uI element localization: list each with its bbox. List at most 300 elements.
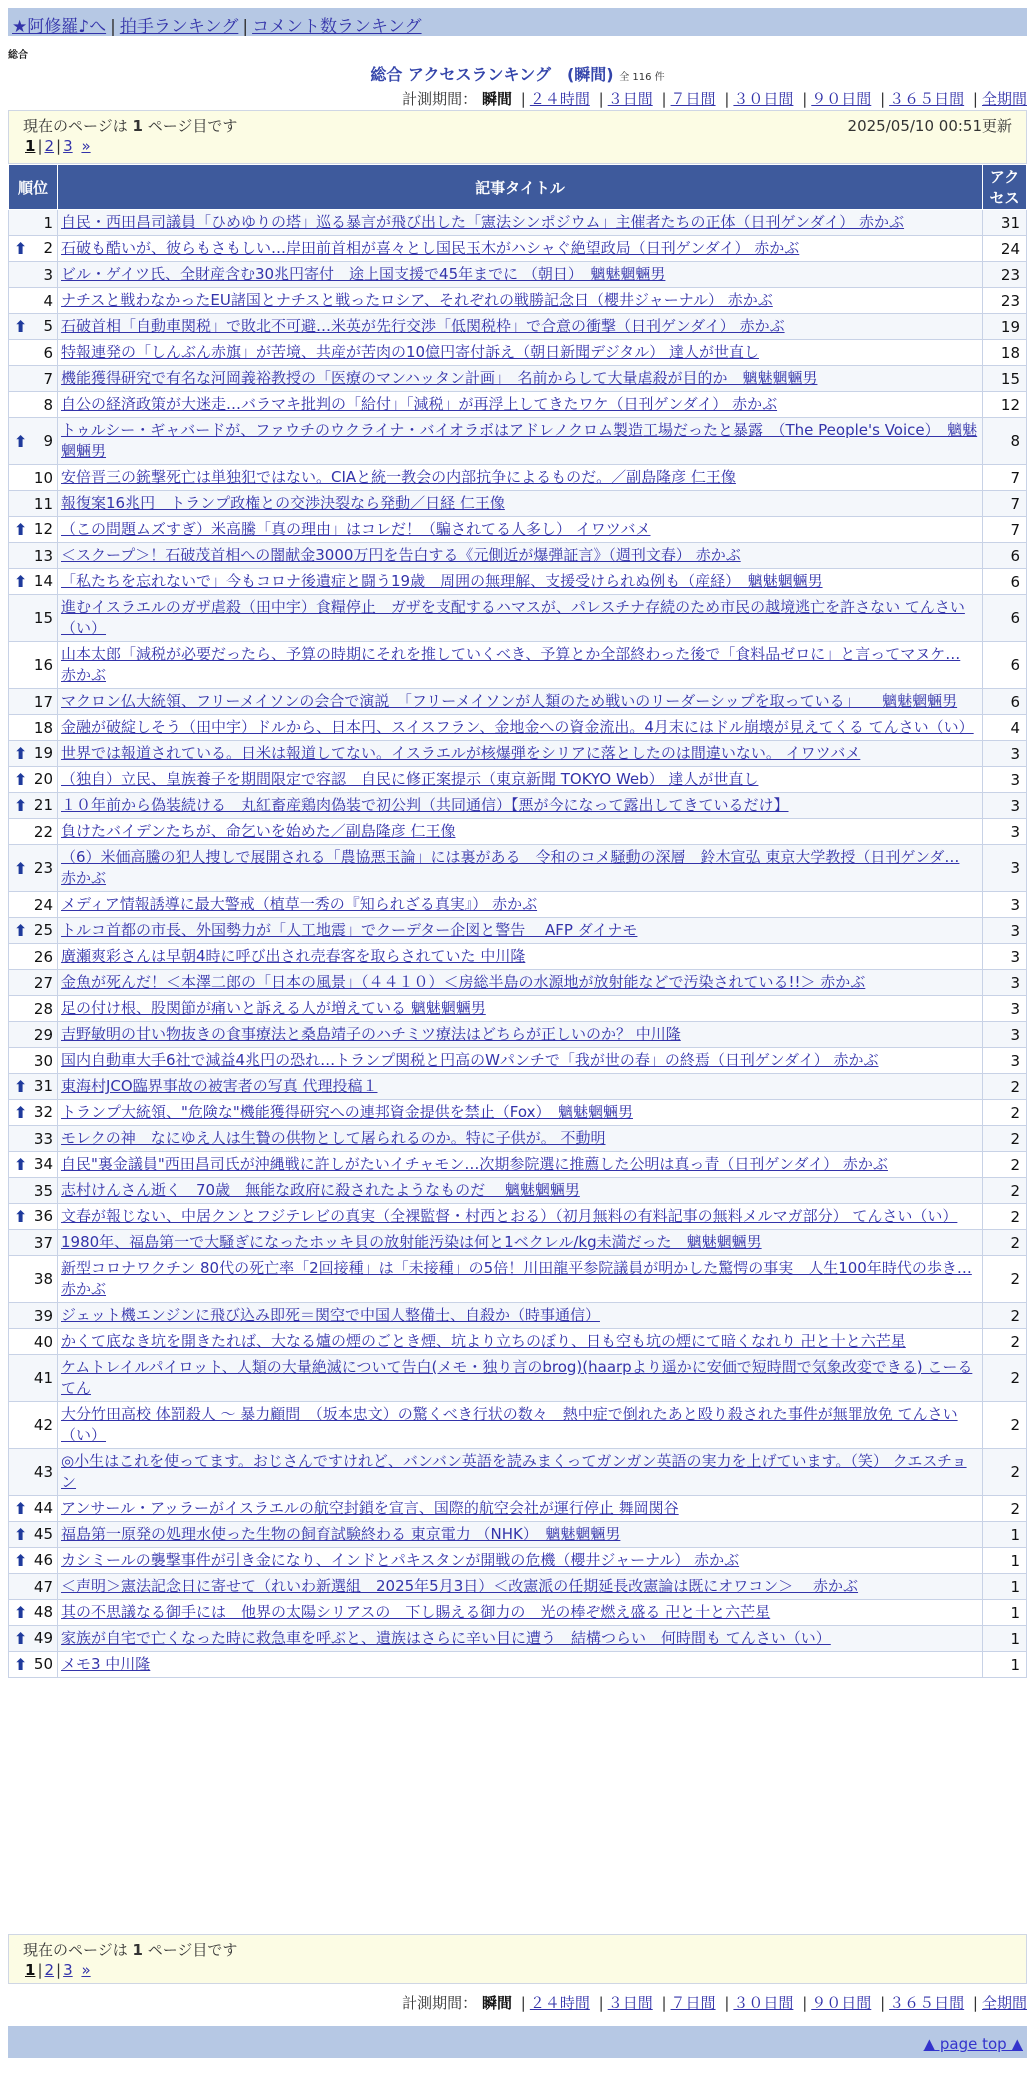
access-count: 6 (983, 689, 1027, 715)
access-count: 2 (983, 1204, 1027, 1230)
title-cell (58, 210, 983, 236)
access-count: 7 (983, 465, 1027, 491)
header-access: アクセス (983, 165, 1027, 210)
rank-number: 45 (33, 1525, 53, 1543)
rank-number: 32 (33, 1103, 53, 1121)
page-suffix: ページ目です (147, 117, 238, 135)
rank-number: 10 (33, 468, 53, 487)
access-count: 1 (983, 1652, 1027, 1678)
title-cell (58, 1652, 983, 1678)
article-title-link[interactable]: 世界では報道されている。日米は報道してない。イスラエルが核爆弾をシリアに落としたのは間違いない。 イワツバメ (61, 744, 861, 762)
rank-up-arrow-icon: ⬆ (14, 239, 28, 258)
title-cell (58, 741, 983, 767)
rank-cell (9, 262, 58, 288)
article-title-link[interactable]: カシミールの襲撃事件が引き金になり、インドとパキスタンが開戦の危機（櫻井ジャーナル） 赤かぶ (61, 1551, 740, 1569)
rank-cell (9, 569, 58, 595)
table-row (9, 715, 1027, 741)
table-row (9, 210, 1027, 236)
period-link-365d[interactable]: ３６５日間 (889, 90, 965, 108)
table-row (9, 1355, 1027, 1402)
access-count: 6 (983, 569, 1027, 595)
rank-cell (9, 741, 58, 767)
period-separator: | (598, 90, 604, 108)
access-count: 2 (983, 1355, 1027, 1402)
table-row (9, 236, 1027, 262)
table-row (9, 689, 1027, 715)
access-count: 23 (983, 288, 1027, 314)
period-link-7d[interactable]: ７日間 (670, 90, 716, 108)
title-cell (58, 1126, 983, 1152)
rank-cell (9, 970, 58, 996)
rank-cell (9, 1074, 58, 1100)
article-title-link[interactable]: 機能獲得研究で有名な河岡義裕教授の「医療のマンハッタン計画」 名前からして大量虐殺が目的か 魑魅魍魎男 (61, 369, 818, 387)
title-cell (58, 1100, 983, 1126)
rank-number: 2 (43, 239, 53, 257)
rank-cell (9, 845, 58, 892)
page-link-3[interactable]: 3 (63, 1961, 73, 1979)
article-title-link[interactable]: ビル・ゲイツ氏、全財産含む30兆円寄付 途上国支援で45年までに （朝日） 魑魅魍魎男 (61, 265, 666, 283)
rank-cell (9, 543, 58, 569)
access-count: 2 (983, 1496, 1027, 1522)
rank-cell (9, 236, 58, 262)
rank-number: 48 (33, 1603, 53, 1621)
rank-cell (9, 918, 58, 944)
access-count: 3 (983, 819, 1027, 845)
table-header-row (9, 165, 1027, 210)
period-current: 瞬間 (481, 1994, 512, 2012)
rank-cell (9, 1574, 58, 1600)
rank-number: 39 (33, 1306, 53, 1325)
rank-cell (9, 642, 58, 689)
access-count: 2 (983, 1329, 1027, 1355)
page-title (0, 62, 1035, 85)
rank-cell (9, 1449, 58, 1496)
period-separator: | (724, 90, 730, 108)
article-title-link[interactable]: ナチスと戦わなかったEU諸国とナチスと戦ったロシア、それぞれの戦勝記念日（櫻井ジャーナル） 赤かぶ (61, 291, 773, 309)
page-prefix: 現在のページは (23, 117, 128, 135)
table-row (9, 1126, 1027, 1152)
rank-cell (9, 1204, 58, 1230)
title-cell (58, 715, 983, 741)
rank-number: 50 (33, 1655, 53, 1673)
clap-ranking-link[interactable]: 拍手ランキング (119, 17, 239, 37)
title-cell (58, 1402, 983, 1449)
period-separator: | (661, 1994, 667, 2012)
rank-number: 24 (33, 895, 53, 914)
article-title-link[interactable]: 吉野敏明の甘い物抜きの食事療法と桑島靖子のハチミツ療法はどちらが正しいのか？ 中川隆 (61, 1025, 681, 1043)
rank-cell (9, 1548, 58, 1574)
page-current-number: 1 (132, 1941, 143, 1959)
table-row (9, 491, 1027, 517)
article-title-link[interactable]: 自民・西田昌司議員「ひめゆりの塔」巡る暴言が飛び出した「憲法シンポジウム」主催者たちの正体（日刊ゲンダイ） 赤かぶ (61, 213, 905, 231)
article-title-link[interactable]: （この問題ムズすぎ）米高騰「真の理由」はコレだ！（騙されてる人多し） イワツバメ (61, 520, 651, 538)
title-cell (58, 1329, 983, 1355)
title-cell (58, 1522, 983, 1548)
rank-number: 12 (33, 520, 53, 538)
rank-number: 44 (33, 1499, 53, 1517)
updated-timestamp: 2025/05/10 00:51更新 (847, 117, 1012, 135)
article-title-link[interactable]: 家族が自宅で亡くなった時に救急車を呼ぶと、遺族はさらに辛い目に遭う 結構つらい 何時間も てんさい（い） (61, 1629, 831, 1647)
title-cell (58, 1355, 983, 1402)
table-row (9, 1402, 1027, 1449)
period-link-30d[interactable]: ３０日間 (733, 1994, 794, 2012)
access-count: 2 (983, 1126, 1027, 1152)
title-cell (58, 262, 983, 288)
article-title-link[interactable]: 新型コロナワクチン 80代の死亡率「2回接種」は「未接種」の5倍！川田龍平参院議員が明かした驚愕の事実 人生100年時代の歩き… 赤かぶ (61, 1259, 972, 1298)
period-link-90d[interactable]: ９０日間 (811, 1994, 872, 2012)
next-page-link[interactable]: » (81, 137, 91, 155)
article-title-link[interactable]: メモ3 中川隆 (61, 1655, 151, 1673)
article-title-link[interactable]: 石破首相「自動車関税」で敗北不可避…米英が先行交渉「低関税枠」で合意の衝撃（日刊ゲンダイ） 赤かぶ (61, 317, 785, 335)
rank-number: 34 (33, 1155, 53, 1173)
rank-cell (9, 1230, 58, 1256)
period-link-7d[interactable]: ７日間 (670, 1994, 716, 2012)
rank-cell (9, 1303, 58, 1329)
rank-number: 14 (33, 572, 53, 590)
home-link[interactable]: ★阿修羅♪へ (12, 17, 107, 37)
article-title-link[interactable]: ジェット機エンジンに飛び込み即死＝関空で中国人整備士、自殺か（時事通信） (61, 1306, 600, 1324)
rank-number: 47 (33, 1577, 53, 1596)
article-title-link[interactable]: １０年前から偽装続ける 丸紅畜産鶏肉偽装で初公判（共同通信）【悪が今になって露出してきているだけ】 (61, 796, 789, 814)
rank-number: 6 (43, 343, 53, 362)
article-title-link[interactable]: 1980年、福島第一で大騒ぎになったホッキ貝の放射能汚染は何と1ベクレル/kg未満だった 魑魅魍魎男 (61, 1233, 762, 1251)
period-link-90d[interactable]: ９０日間 (811, 90, 872, 108)
table-row (9, 845, 1027, 892)
page-link-1[interactable]: 1 (25, 1961, 36, 1979)
title-cell (58, 1626, 983, 1652)
rank-cell (9, 689, 58, 715)
page-link-2[interactable]: 2 (44, 137, 55, 155)
pagination-bottom (23, 1961, 1012, 1979)
access-count: 3 (983, 767, 1027, 793)
rank-cell (9, 340, 58, 366)
access-count: 2 (983, 1256, 1027, 1303)
article-title-link[interactable]: 金融が破綻しそう（田中宇）ドルから、日本円、スイスフラン、金地金への資金流出。4月末にはドル崩壊が見えてくる てんさい（い） (61, 718, 974, 736)
rank-number: 31 (33, 1077, 53, 1095)
table-row (9, 1230, 1027, 1256)
access-count: 3 (983, 892, 1027, 918)
table-row (9, 1652, 1027, 1678)
title-cell (58, 288, 983, 314)
section-label: 総合 (8, 50, 28, 61)
rank-number: 11 (33, 494, 53, 513)
access-count: 24 (983, 236, 1027, 262)
table-row (9, 1449, 1027, 1496)
rank-number: 17 (33, 692, 53, 711)
rank-cell (9, 1126, 58, 1152)
article-title-link[interactable]: （独自）立民、皇族養子を期間限定で容認 自民に修正案提示（東京新聞 TOKYO Web） 達人が世直し (61, 770, 759, 788)
rank-number: 7 (43, 369, 53, 388)
period-selector-bottom (402, 1992, 1027, 2013)
rank-number: 13 (33, 546, 53, 565)
table-row (9, 366, 1027, 392)
title-cell (58, 465, 983, 491)
rank-cell (9, 1048, 58, 1074)
table-row (9, 793, 1027, 819)
table-row (9, 1626, 1027, 1652)
rank-cell (9, 210, 58, 236)
page-link-3[interactable]: 3 (63, 137, 73, 155)
period-current: 瞬間 (481, 90, 512, 108)
page-top-link[interactable]: ▲ page top ▲ (923, 2035, 1023, 2053)
table-row (9, 1256, 1027, 1303)
table-row (9, 767, 1027, 793)
title-cell (58, 366, 983, 392)
rank-cell (9, 1152, 58, 1178)
top-nav-bar (8, 8, 1027, 36)
title-cell (58, 1256, 983, 1303)
access-count: 2 (983, 1449, 1027, 1496)
rank-number: 30 (33, 1051, 53, 1070)
current-page-text (23, 1939, 237, 1961)
table-row (9, 418, 1027, 465)
period-link-all[interactable]: 全期間 (981, 1994, 1027, 2012)
bottom-bar (8, 2026, 1027, 2058)
title-cell (58, 1230, 983, 1256)
article-title-link[interactable]: 自民"裏金議員"西田昌司氏が沖縄戦に許しがたいイチャモン…次期参院選に推薦した公明は真っ青（日刊ゲンダイ） 赤かぶ (61, 1155, 888, 1173)
rank-cell (9, 767, 58, 793)
rank-up-arrow-icon: ⬆ (14, 1629, 28, 1648)
table-row (9, 392, 1027, 418)
access-count: 31 (983, 210, 1027, 236)
rank-up-arrow-icon: ⬆ (14, 858, 28, 878)
title-cell (58, 1204, 983, 1230)
period-separator: | (661, 90, 667, 108)
access-count: 6 (983, 642, 1027, 689)
rank-cell (9, 366, 58, 392)
article-title-link[interactable]: ◎小生はこれを使ってます。おじさんですけれど、バンバン英語を読みまくってガンガン英語の実力を上げています。（笑） クエスチョン (61, 1452, 967, 1491)
table-row (9, 314, 1027, 340)
access-count: 3 (983, 944, 1027, 970)
period-link-24h[interactable]: ２４時間 (529, 90, 590, 108)
table-row (9, 1178, 1027, 1204)
title-cell (58, 1074, 983, 1100)
table-row (9, 642, 1027, 689)
access-count: 3 (983, 741, 1027, 767)
article-title-link[interactable]: かくて底なき坑を開きたれば、大なる爐の煙のごとき煙、坑より立ちのぼり、日も空も坑の煙にて暗くなれり 卍と十と六芒星 (61, 1332, 906, 1350)
table-row (9, 595, 1027, 642)
rank-number: 49 (33, 1629, 53, 1647)
period-link-3d[interactable]: ３日間 (607, 1994, 653, 2012)
rank-cell (9, 892, 58, 918)
article-title-link[interactable]: ケムトレイルパイロット、人類の大量絶滅について告白(メモ・独り言のbrog)(haarpより遥かに安価で短時間で気象改変できる) こーるてん (61, 1358, 973, 1397)
article-title-link[interactable]: 国内自動車大手6社で減益4兆円の恐れ…トランプ関税と円高のWパンチで「我が世の春」の終焉（日刊ゲンダイ） 赤かぶ (61, 1051, 879, 1069)
article-title-link[interactable]: マクロン仏大統領、フリーメイソンの会合で演説 「フリーメイソンが人類のため戦いのリーダーシップを取っている」 魑魅魍魎男 (61, 692, 958, 710)
article-title-link[interactable]: 進むイスラエルのガザ虐殺（田中宇）食糧停止 ガザを支配するハマスが、パレスチナ存続のため市民の越境逃亡を許さない てんさい（い） (61, 598, 965, 637)
article-title-link[interactable]: ＜スクープ＞！石破茂首相への闇献金3000万円を告白する《元側近が爆弾証言》（週刊文春） 赤かぶ (61, 546, 741, 564)
period-link-3d[interactable]: ３日間 (607, 90, 653, 108)
article-title-link[interactable]: 福島第一原発の処理水使った生物の飼育試験終わる 東京電力 （NHK） 魑魅魍魎男 (61, 1525, 621, 1543)
article-title-link[interactable]: 山本太郎「減税が必要だったら、予算の時期にそれを推していくべき、予算とか全部終わった後で「食料品ゼロに」と言ってマヌケ… 赤かぶ (61, 645, 961, 684)
title-cell (58, 793, 983, 819)
rank-number: 23 (33, 858, 53, 877)
access-count: 6 (983, 543, 1027, 569)
article-title-link[interactable]: 東海村JCO臨界事故の被害者の写真 代理投稿１ (61, 1077, 378, 1095)
title-cell (58, 1152, 983, 1178)
article-title-link[interactable]: 金魚が死んだ！＜本澤二郎の「日本の風景」（４４１０）＜房総半島の水源地が放射能などで汚染されている!!＞ 赤かぶ (61, 973, 866, 991)
article-title-link[interactable]: メディア情報誘導に最大警戒（植草一秀の『知られざる真実』） 赤かぶ (61, 895, 538, 913)
article-title-link[interactable]: トランプ大統領、"危険な"機能獲得研究への連邦資金提供を禁止（Fox） 魑魅魍魎男 (61, 1103, 633, 1121)
table-row (9, 1574, 1027, 1600)
rank-up-arrow-icon: ⬆ (14, 770, 28, 789)
article-title-link[interactable]: トルコ首都の市長、外国勢力が「人工地震」でクーデター企図と警告 AFP ダイナモ (61, 921, 638, 939)
rank-cell (9, 1178, 58, 1204)
article-title-link[interactable]: アンサール・アッラーがイスラエルの航空封鎖を宣言、国際的航空会社が運行停止 舞岡関谷 (61, 1499, 679, 1517)
table-row (9, 970, 1027, 996)
pager-separator: | (56, 137, 62, 155)
rank-up-arrow-icon: ⬆ (14, 1103, 28, 1122)
rank-cell (9, 1256, 58, 1303)
article-title-link[interactable]: ＜声明＞憲法記念日に寄せて（れいわ新選組 2025年5月3日）＜改憲派の任期延長改憲論は既にオワコン＞ 赤かぶ (61, 1577, 859, 1595)
rank-up-arrow-icon: ⬆ (14, 1655, 28, 1674)
table-row (9, 340, 1027, 366)
title-cell (58, 970, 983, 996)
access-count: 19 (983, 314, 1027, 340)
title-cell (58, 1496, 983, 1522)
period-label: 計測期間： (402, 90, 478, 108)
rank-cell (9, 996, 58, 1022)
rank-number: 9 (43, 431, 53, 450)
title-cell (58, 595, 983, 642)
article-title-link[interactable]: 「私たちを忘れないで」今もコロナ後遺症と闘う19歳 周囲の無理解、支援受けられぬ例も（産経） 魑魅魍魎男 (61, 572, 823, 590)
table-row (9, 1048, 1027, 1074)
rank-cell (9, 1022, 58, 1048)
next-page-link[interactable]: » (81, 1961, 91, 1979)
period-separator: | (802, 1994, 808, 2012)
rank-up-arrow-icon: ⬆ (14, 796, 28, 815)
article-title-link[interactable]: 特報連発の「しんぶん赤旗」が苦境、共産が苦肉の10億円寄付訴え（朝日新聞デジタル） 達人が世直し (61, 343, 759, 361)
rank-cell (9, 819, 58, 845)
article-title-link[interactable]: （6）米価高騰の犯人捜しで展開される「農協悪玉論」には裏がある 令和のコメ騒動の深層 鈴木宣弘 東京大学教授（日刊ゲンダ… 赤かぶ (61, 848, 960, 887)
title-cell (58, 819, 983, 845)
table-row (9, 1152, 1027, 1178)
rank-number: 16 (33, 656, 53, 674)
page-link-1[interactable]: 1 (25, 137, 36, 155)
article-title-link[interactable]: 自公の経済政策が大迷走…バラマキ批判の「給付」「減税」が再浮上してきたワケ（日刊ゲンダイ） 赤かぶ (61, 395, 778, 413)
period-link-24h[interactable]: ２４時間 (529, 1994, 590, 2012)
article-title-link[interactable]: 廣瀬爽彩さんは早朝4時に呼び出され売春客を取らされていた 中川隆 (61, 947, 526, 965)
rank-cell (9, 517, 58, 543)
rank-up-arrow-icon: ⬆ (14, 1077, 28, 1096)
title-cell (58, 642, 983, 689)
rank-cell (9, 1402, 58, 1449)
rank-cell (9, 491, 58, 517)
page-link-2[interactable]: 2 (44, 1961, 55, 1979)
rank-number: 18 (33, 718, 53, 737)
rank-cell (9, 392, 58, 418)
access-count: 2 (983, 1100, 1027, 1126)
title-cell (58, 314, 983, 340)
rank-number: 25 (33, 921, 53, 939)
pager-separator: | (37, 137, 43, 155)
ranking-table-body (9, 210, 1027, 1678)
table-row (9, 1204, 1027, 1230)
ranking-table (8, 164, 1027, 1678)
article-title-link[interactable]: トゥルシー・ギャバードが、ファウチのウクライナ・バイオラボはアドレノクロム製造工場だったと暴露 （The People's Voice） 魑魅魍魎男 (61, 421, 978, 460)
rank-cell (9, 1496, 58, 1522)
page-current-number: 1 (132, 117, 143, 135)
rank-number: 21 (33, 796, 53, 814)
title-cell (58, 944, 983, 970)
title-cell (58, 1022, 983, 1048)
title-cell (58, 517, 983, 543)
article-title-link[interactable]: 安倍晋三の銃撃死亡は単独犯ではない。CIAと統一教会の内部抗争によるものだ。／副島隆彦 仁王像 (61, 468, 736, 486)
title-cell (58, 892, 983, 918)
title-cell (58, 845, 983, 892)
rank-up-arrow-icon: ⬆ (14, 1551, 28, 1570)
rank-cell (9, 1522, 58, 1548)
article-title-link[interactable]: 負けたバイデンたちが、命乞いを始めた／副島隆彦 仁王像 (61, 822, 456, 840)
title-cell (58, 1574, 983, 1600)
article-title-link[interactable]: 文春が報じない、中居クンとフジテレビの真実（全裸監督・村西とおる）（初月無料の有料記事の無料メルマガ部分） てんさい（い） (61, 1207, 958, 1225)
article-title-link[interactable]: 志村けんさん逝く 70歳 無能な政府に殺されたようなものだ 魑魅魍魎男 (61, 1181, 580, 1199)
rank-number: 15 (33, 609, 53, 627)
access-count: 4 (983, 715, 1027, 741)
rank-number: 41 (33, 1369, 53, 1387)
title-cell (58, 1048, 983, 1074)
rank-number: 33 (33, 1129, 53, 1148)
rank-cell (9, 1626, 58, 1652)
pager-separator: | (56, 1961, 62, 1979)
table-row (9, 1522, 1027, 1548)
rank-cell (9, 288, 58, 314)
rank-cell (9, 944, 58, 970)
access-count: 3 (983, 793, 1027, 819)
table-row (9, 517, 1027, 543)
rank-up-arrow-icon: ⬆ (14, 1603, 28, 1622)
rank-number: 1 (43, 213, 53, 232)
rank-cell (9, 1355, 58, 1402)
title-cell (58, 689, 983, 715)
access-count: 8 (983, 418, 1027, 465)
title-cell (58, 1600, 983, 1626)
current-page-text (23, 115, 237, 137)
table-row (9, 543, 1027, 569)
article-title-link[interactable]: モレクの神 なにゆえ人は生贄の供物として屠られるのか。特に子供が。 不動明 (61, 1129, 606, 1147)
rank-cell (9, 715, 58, 741)
article-title-link[interactable]: 大分竹田高校 体罰殺人 ～ 暴力顧問 （坂本忠文）の驚くべき行状の数々 熱中症で倒れたあと殴り殺された事件が無罪放免 てんさい（い） (61, 1405, 958, 1444)
article-title-link[interactable]: 石破も酷いが、彼らもさもしい…岸田前首相が喜々とし国民玉木がハシャぐ絶望政局（日刊ゲンダイ） 赤かぶ (61, 239, 800, 257)
rank-number: 4 (43, 291, 53, 310)
access-count: 3 (983, 1022, 1027, 1048)
rank-up-arrow-icon: ⬆ (14, 921, 28, 940)
period-link-30d[interactable]: ３０日間 (733, 90, 794, 108)
period-separator: | (520, 90, 526, 108)
period-link-365d[interactable]: ３６５日間 (889, 1994, 965, 2012)
rank-cell (9, 595, 58, 642)
header-rank: 順位 (9, 165, 58, 210)
page-suffix: ページ目です (147, 1941, 238, 1959)
title-cell (58, 569, 983, 595)
access-count: 3 (983, 845, 1027, 892)
title-cell (58, 340, 983, 366)
rank-number: 36 (33, 1207, 53, 1225)
article-title-link[interactable]: 足の付け根、股関節が痛いと訴える人が増えている 魑魅魍魎男 (61, 999, 486, 1017)
access-count: 2 (983, 1178, 1027, 1204)
rank-up-arrow-icon: ⬆ (14, 1207, 28, 1226)
comment-ranking-link[interactable]: コメント数ランキング (252, 17, 422, 37)
table-row (9, 1022, 1027, 1048)
period-selector-top (402, 88, 1027, 109)
article-title-link[interactable]: 其の不思議なる御手には 他界の太陽シリアスの 下し賜える御力の 光の棒ぞ燃え盛る 卍と十と六芒星 (61, 1603, 771, 1621)
title-cell (58, 236, 983, 262)
article-title-link[interactable]: 報復案16兆円 トランプ政権との交渉決裂なら発動／日経 仁王像 (61, 494, 505, 512)
access-count: 3 (983, 970, 1027, 996)
title-cell (58, 543, 983, 569)
access-count: 1 (983, 1574, 1027, 1600)
period-link-all[interactable]: 全期間 (981, 90, 1027, 108)
access-count: 3 (983, 1048, 1027, 1074)
